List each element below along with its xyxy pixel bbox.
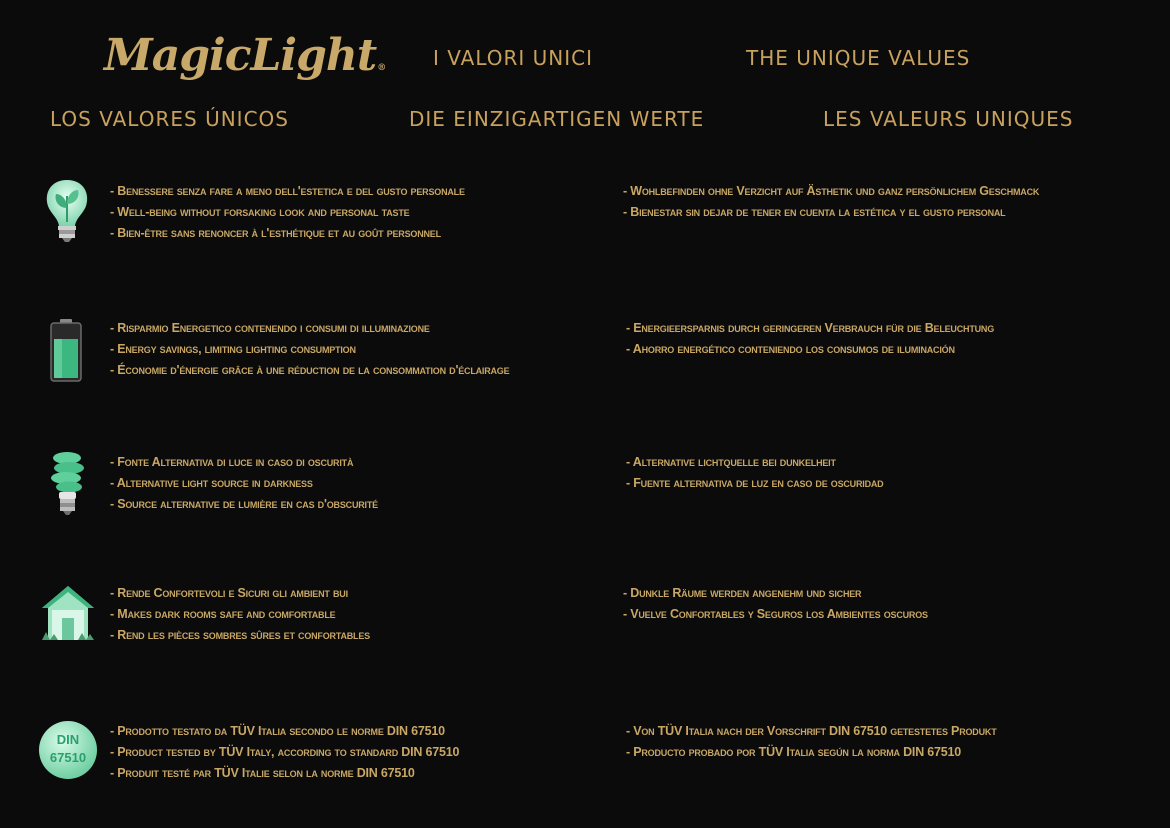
spiral-bulb-icon (38, 450, 98, 520)
text-line-german: - Alternative lichtquelle bei dunkelheit (626, 455, 836, 469)
heading-german: DIE EINZIGARTIGEN WERTE (409, 107, 705, 131)
row-text-right (623, 583, 928, 625)
text-line-english: - Energy savings, limiting lighting consumption (110, 342, 356, 356)
row-text-left (110, 452, 378, 515)
row-text-right (623, 181, 1039, 223)
logo-text: MagicLight (104, 30, 377, 81)
text-line-german: - Von TÜV Italia nach der Vorschrift DIN 67510 getestetes Produkt (626, 724, 997, 738)
text-line-italian: - Risparmio Energetico contenendo i consumi di illuminazione (110, 321, 430, 335)
value-row-energy (0, 315, 1170, 425)
row-text-left (110, 318, 509, 381)
magiclight-logo (104, 20, 386, 92)
text-line-french: - Bien-être sans renoncer à l'esthétique et au goût personnel (110, 226, 441, 240)
row-text-left (110, 583, 370, 646)
text-line-french: - Économie d'énergie grâce à une réduction de la consommation d'éclairage (110, 363, 510, 377)
heading-spanish: LOS VALORES ÚNICOS (50, 107, 289, 131)
registered-mark: ® (377, 63, 386, 73)
value-row-wellbeing (0, 178, 1170, 288)
heading-english: THE UNIQUE VALUES (746, 46, 971, 70)
text-line-english: - Product tested by TÜV Italy, according to standard DIN 67510 (110, 745, 460, 759)
text-line-spanish: - Ahorro energético conteniendo los consumos de iluminación (626, 342, 955, 356)
row-text-right (626, 318, 994, 360)
text-line-english: - Alternative light source in darkness (110, 476, 313, 490)
heading-french: LES VALEURS UNIQUES (823, 107, 1074, 131)
text-line-italian: - Fonte Alternativa di luce in caso di oscurità (110, 455, 354, 469)
house-icon (38, 584, 98, 654)
value-row-din-certification (0, 718, 1170, 828)
row-text-left (110, 721, 459, 784)
text-line-italian: - Rende Confortevoli e Sicuri gli ambient bui (110, 586, 348, 600)
text-line-spanish: - Vuelve Confortables y Seguros los Ambientes oscuros (623, 607, 928, 621)
text-line-german: - Energieersparnis durch geringeren Verbrauch für die Beleuchtung (626, 321, 995, 335)
battery-icon (38, 317, 98, 387)
row-text-left (110, 181, 465, 244)
text-line-german: - Dunkle Räume werden angenehm und sicher (623, 586, 862, 600)
text-line-spanish: - Producto probado por TÜV Italia según la norma DIN 67510 (626, 745, 962, 759)
text-line-french: - Source alternative de lumière en cas d'obscurité (110, 497, 378, 511)
din-badge-icon (38, 720, 100, 782)
din-badge-label: DIN (56, 732, 80, 747)
text-line-french: - Produit testé par TÜV Italie selon la norme DIN 67510 (110, 766, 415, 780)
value-row-safe-rooms (0, 580, 1170, 690)
text-line-italian: - Prodotto testato da TÜV Italia secondo le norme DIN 67510 (110, 724, 445, 738)
heading-italian: I VALORI UNICI (433, 46, 594, 70)
din-badge-number: 67510 (49, 750, 87, 765)
text-line-italian: - Benessere senza fare a meno dell'estetica e del gusto personale (110, 184, 465, 198)
text-line-english: - Well-being without forsaking look and personal taste (110, 205, 410, 219)
leaf-bulb-icon (38, 178, 98, 248)
text-line-german: - Wohlbefinden ohne Verzicht auf Ästhetik und ganz persönlichem Geschmack (623, 184, 1040, 198)
value-row-alternative-light (0, 450, 1170, 560)
text-line-spanish: - Fuente alternativa de luz en caso de oscuridad (626, 476, 884, 490)
text-line-spanish: - Bienestar sin dejar de tener en cuenta la estética y el gusto personal (623, 205, 1006, 219)
text-line-english: - Makes dark rooms safe and comfortable (110, 607, 336, 621)
row-text-right (626, 721, 997, 763)
row-text-right (626, 452, 883, 494)
text-line-french: - Rend les pièces sombres sûres et confortables (110, 628, 370, 642)
